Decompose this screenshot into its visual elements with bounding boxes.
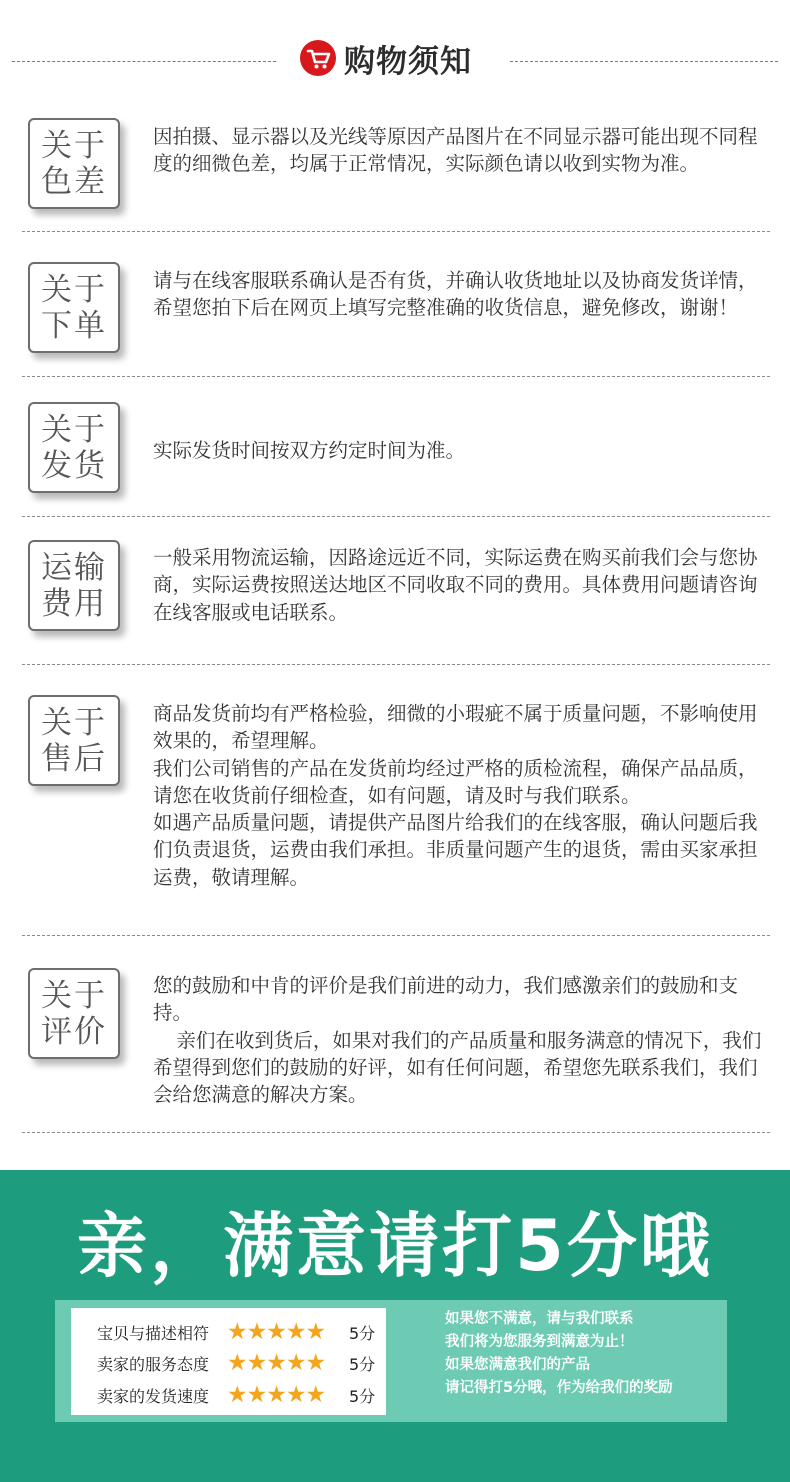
header-divider-right: [510, 61, 778, 62]
section-paragraph: 我们公司销售的产品在发货前均经过严格的质检流程，确保产品品质，请您在收货前仔细检查，如有问题，请及时与我们联系。: [153, 756, 758, 807]
badge-line-1: 关于: [41, 128, 107, 164]
section-divider: [22, 935, 770, 936]
section-badge: [28, 402, 120, 493]
rating-row: [71, 1381, 386, 1411]
rating-label: 卖家的发货速度: [97, 1387, 210, 1406]
banner-note: 如果您满意我们的产品: [445, 1357, 590, 1373]
section-paragraph: 如遇产品质量问题，请提供产品图片给我们的在线客服，确认问题后我们负责退货，运费由我们承担。非质量问题产生的退货，需由买家承担运费，敬请理解。: [153, 811, 758, 889]
section-text: [153, 700, 763, 891]
rating-score: 5分: [349, 1387, 376, 1406]
star-icon: ★★★★★: [227, 1319, 326, 1345]
section-paragraph: 亲们在收到货后，如果对我们的产品质量和服务满意的情况下，我们希望得到您们的鼓励的好评，如有任何问题，希望您先联系我们，我们会给您满意的解决方案。: [153, 1028, 762, 1107]
rating-score: 5分: [349, 1355, 376, 1374]
section-badge: [28, 968, 120, 1059]
badge-line-1: 关于: [41, 412, 107, 448]
star-icon: ★★★★★: [227, 1350, 326, 1376]
header-divider-left: [12, 61, 276, 62]
section-divider: [22, 516, 770, 517]
rating-row: [71, 1349, 386, 1379]
badge-line-1: 关于: [41, 978, 107, 1014]
section-text: [153, 972, 763, 1108]
rating-banner: [0, 1170, 790, 1482]
section-text: [153, 123, 763, 178]
badge-line-2: 下单: [41, 308, 107, 344]
section-divider: [22, 376, 770, 377]
banner-note: 如果您不满意，请与我们联系: [445, 1311, 634, 1327]
section-paragraph: 您的鼓励和中肯的评价是我们前进的动力，我们感激亲们的鼓励和支持。: [153, 974, 739, 1025]
section-divider: [22, 664, 770, 665]
rating-label: 卖家的服务态度: [97, 1355, 210, 1374]
section-badge: [28, 695, 120, 786]
rating-score: 5分: [349, 1324, 376, 1343]
section-badge: [28, 118, 120, 209]
section-paragraph: 一般采用物流运输，因路途远近不同，实际运费在购买前我们会与您协商，实际运费按照送达地区不同收取不同的费用。具体费用问题请咨询在线客服或电话联系。: [153, 546, 758, 624]
section-paragraph: 商品发货前均有严格检验，细微的小瑕疵不属于质量问题，不影响使用效果的，希望理解。: [153, 702, 758, 753]
shopping-cart-icon: [300, 40, 336, 76]
page-title: 购物须知: [344, 44, 472, 80]
banner-note: 我们将为您服务到满意为止！: [445, 1334, 634, 1350]
badge-line-2: 色差: [41, 164, 107, 200]
banner-notes: [445, 1308, 715, 1400]
rating-panel: [55, 1300, 727, 1422]
section-paragraph: 实际发货时间按双方约定时间为准。: [153, 439, 466, 462]
badge-line-2: 评价: [41, 1014, 107, 1050]
header: [0, 0, 790, 120]
section-text: [153, 544, 763, 626]
badge-line-1: 关于: [41, 705, 107, 741]
badge-line-2: 发货: [41, 448, 107, 484]
banner-headline: 亲，满意请打5分哦: [77, 1205, 713, 1287]
section-paragraph: 请与在线客服联系确认是否有货，并确认收货地址以及协商发货详情，希望您拍下后在网页上填写完整准确的收货信息，避免修改，谢谢！: [153, 269, 758, 320]
star-icon: ★★★★★: [227, 1382, 326, 1408]
section-badge: [28, 262, 120, 353]
section-divider: [22, 1132, 770, 1133]
badge-line-1: 关于: [41, 272, 107, 308]
rating-row: [71, 1318, 386, 1348]
section-divider: [22, 231, 770, 232]
section-text: [153, 267, 763, 322]
banner-note: 请记得打5分哦，作为给我们的奖励: [445, 1380, 673, 1396]
badge-line-2: 费用: [41, 586, 107, 622]
rating-box: [71, 1308, 386, 1415]
rating-label: 宝贝与描述相符: [97, 1324, 210, 1343]
badge-line-1: 运输: [41, 550, 107, 586]
section-text: [153, 437, 763, 464]
section-badge: [28, 540, 120, 631]
section-paragraph: 因拍摄、显示器以及光线等原因产品图片在不同显示器可能出现不同程度的细微色差，均属于正常情况，实际颜色请以收到实物为准。: [153, 125, 758, 176]
badge-line-2: 售后: [41, 741, 107, 777]
